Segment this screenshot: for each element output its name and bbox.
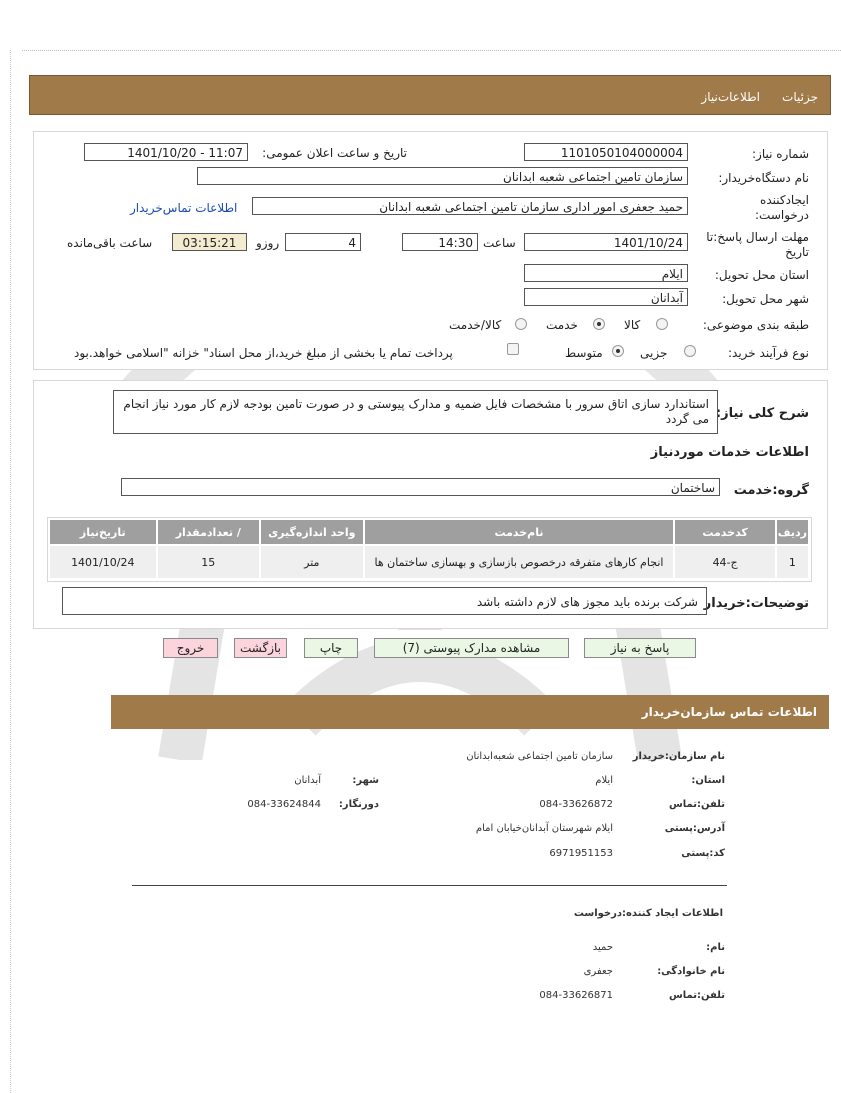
creator-label-line2: درخواست: [755,208,809,222]
category-label: طبقه بندی موضوعی: [702,318,809,332]
cell-name: انجام کارهای متفرقه درخصوص بازسازی و بهسازی ساختمان ها [364,545,675,579]
need-number-label: شماره نیاز: [752,147,809,161]
view-attachments-button[interactable]: مشاهده مدارک پیوستی (7) [374,638,569,658]
group-label: گروه:خدمت [733,483,809,498]
col-header-name: نام‌خدمت [364,519,675,545]
contact-fax-value: 084-33624844 [247,799,321,810]
creator-name-label: نام: [706,942,725,953]
deadline-label: مهلت ارسال پاسخ:تا تاریخ [706,230,809,259]
back-button[interactable]: بازگشت [234,638,287,658]
province-field: ایلام [524,264,688,282]
days-label: روزو [256,236,280,250]
category-radio-service[interactable] [593,318,605,330]
creator-label-line1: ایجادکننده [760,193,809,207]
cell-unit: متر [260,545,364,579]
contact-divider [132,885,727,886]
cell-quantity: 15 [157,545,260,579]
process-radio-minor[interactable] [684,345,696,357]
buyer-notes-text: شرکت برنده باید مجوز های لازم داشته باشد [62,587,707,615]
contact-section-header [111,695,829,729]
category-option-service: خدمت [546,318,578,332]
treasury-payment-note: پرداخت تمام یا بخشی از مبلغ خرید،از محل اسناد" خزانه "اسلامی خواهد.بود [74,346,453,360]
col-header-date: تاریخ‌نیاز [49,519,157,545]
creator-family-value: جعفری [583,966,613,977]
city-field: آبدانان [524,288,688,306]
remaining-label: ساعت باقی‌مانده [67,236,153,250]
treasury-payment-checkbox[interactable] [507,343,519,355]
services-title: اطلاعات خدمات موردنیاز [650,445,809,460]
contact-section-title: اطلاعات تماس سازمان‌خریدار [641,705,817,719]
buyer-org-field: سازمان تامین اجتماعی شعبه ابدانان [197,167,688,185]
process-label: نوع فرآیند خرید: [728,346,809,360]
buyer-notes-label: توضیحات:خریدار [703,596,809,611]
contact-province-label: استان: [691,775,725,786]
deadline-time-field: 14:30 [402,233,478,251]
col-header-row: ردیف [776,519,809,545]
contact-address-value: ایلام شهرستان آبدانان‌خیابان امام [475,823,613,834]
buyer-org-label: نام دستگاه‌خریدار: [718,171,809,185]
category-radio-goods-service[interactable] [515,318,527,330]
group-field: ساختمان [121,478,720,496]
contact-city-label: شهر: [352,775,379,786]
description-text: استاندارد سازی اتاق سرور با مشخصات فایل ضمیه و مدارک پیوستی و در صورت تامین بودجه لازم کار مورد نیاز انجام می گردد [113,390,718,434]
process-option-minor: جزیی [640,346,668,360]
description-label: شرح کلی نیاز: [715,406,809,421]
category-radio-goods[interactable] [656,318,668,330]
cell-row: 1 [776,545,809,579]
table-row [49,545,809,579]
province-label: استان محل تحویل: [714,268,809,282]
creator-phone-value: 084-33626871 [539,990,613,1001]
process-radio-medium[interactable] [612,345,624,357]
print-button[interactable]: چاپ [304,638,358,658]
col-header-quantity: / تعدادمقدار [157,519,260,545]
top-dotted-divider [22,50,841,51]
creator-name-value: حمید [592,942,613,953]
creator-section-title: اطلاعات ایجاد کننده:درخواست [573,908,723,919]
contact-fax-label: دورنگار: [338,799,379,810]
category-option-goods: کالا [624,318,641,332]
need-number-field: 1101050104000004 [524,143,688,161]
page-header-bar [29,75,831,115]
buyer-contact-link[interactable]: اطلاعات تماس‌خریدار [130,201,238,215]
category-option-goods-service: کالا/خدمت [449,318,502,332]
contact-city-value: آبدانان [294,775,321,786]
contact-phone-value: 084-33626872 [539,799,613,810]
announce-field: 1401/10/20 - 11:07 [84,143,248,161]
announce-label: تاریخ و ساعت اعلان عمومی: [262,146,407,160]
contact-province-value: ایلام [595,775,613,786]
creator-field: حمید جعفری امور اداری سازمان تامین اجتماعی شعبه ابدانان [252,197,688,215]
tab-need-info[interactable]: اطلاعات‌نیاز [701,90,760,104]
col-header-unit: واحد اندازه‌گیری [260,519,364,545]
deadline-date-field: 1401/10/24 [524,233,688,251]
cell-code: ج-44 [674,545,775,579]
creator-phone-label: تلفن:تماس [668,990,725,1001]
contact-org-value: سازمان تامین اجتماعی شعبه‌ابدانان [466,751,613,762]
city-label: شهر محل تحویل: [722,292,809,306]
reply-button[interactable]: پاسخ به نیاز [584,638,696,658]
contact-org-label: نام سازمان:خریدار [632,751,725,762]
tab-details[interactable]: جزئیات [782,90,818,104]
days-field: 4 [285,233,361,251]
services-table [48,518,810,580]
contact-postal-value: 6971951153 [549,848,613,859]
creator-family-label: نام خانوادگی: [657,966,725,977]
exit-button[interactable]: خروج [163,638,218,658]
left-dotted-divider [10,50,11,1093]
time-label: ساعت [483,236,516,250]
contact-postal-label: کد:پستی [681,848,725,859]
process-option-medium: متوسط [565,346,603,360]
col-header-code: کدخدمت [674,519,775,545]
contact-phone-label: تلفن:تماس [668,799,725,810]
cell-date: 1401/10/24 [49,545,157,579]
remaining-time-field: 03:15:21 [172,233,247,251]
contact-address-label: آدرس:پستی [664,823,725,834]
